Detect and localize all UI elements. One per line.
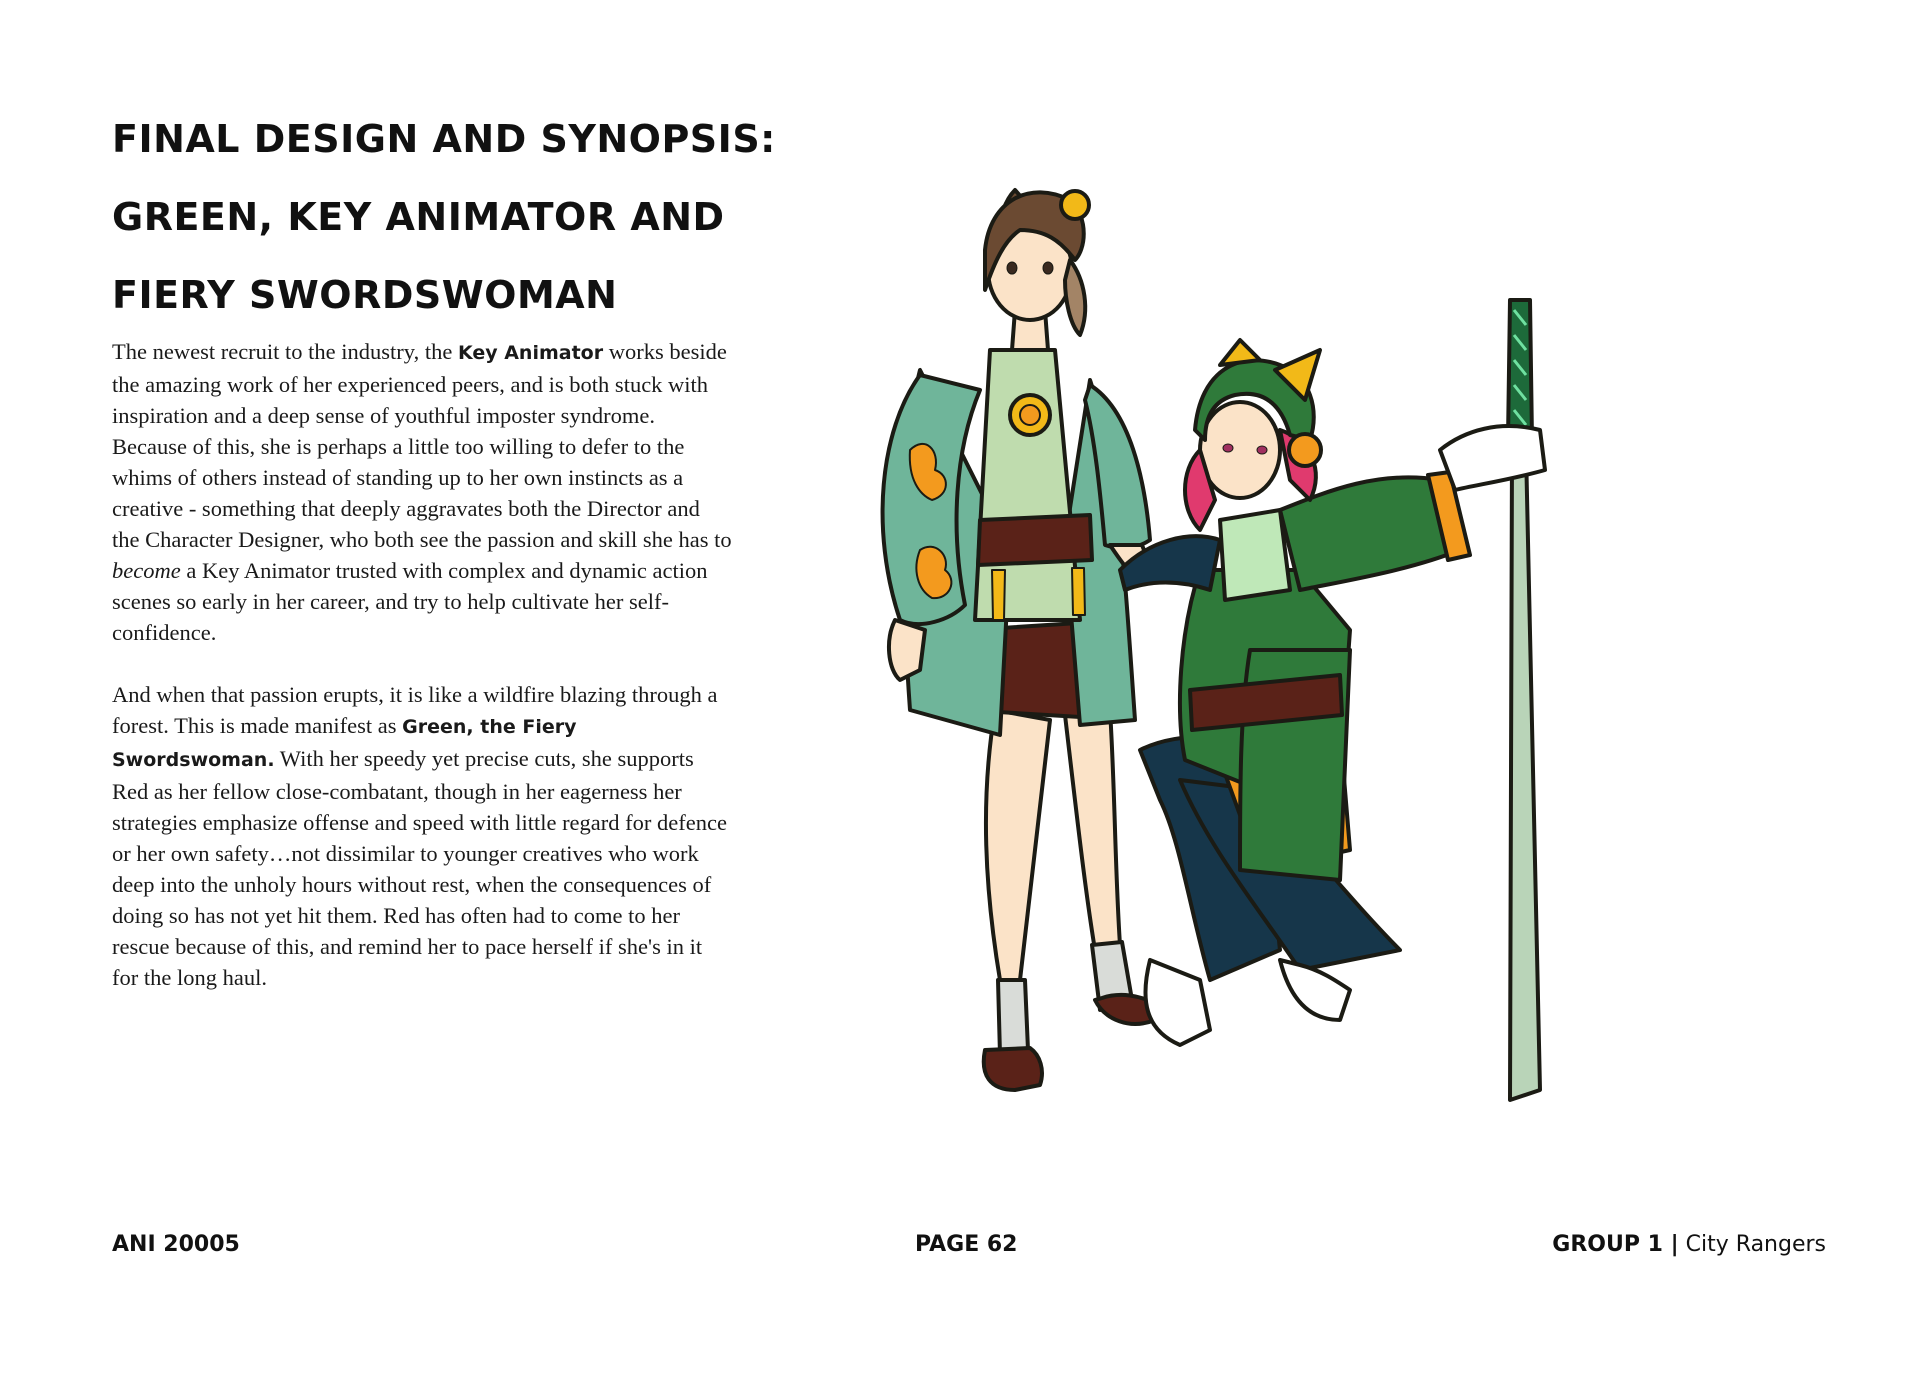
- bold-term-key-animator: Key Animator: [457, 342, 604, 364]
- footer-page-number: PAGE 62: [915, 1232, 1018, 1257]
- text-run: works beside the amazing work of her experienced peers, and is both stuck with inspiration and a deep sense of youthful imposter syndrome. Because of this, she is perhaps a little too willing to defer to the whims of others instead of standing up to her own instincts as a creative - something that deeply aggravates both the Director and the Character Designer, who both see the passion and skill she has to: [112, 339, 732, 552]
- footer-course-code: ANI 20005: [112, 1232, 240, 1257]
- title-line-2: GREEN, KEY ANIMATOR AND: [112, 195, 725, 239]
- green-swordswoman-figure: [1120, 300, 1545, 1100]
- text-run: With her speedy yet precise cuts, she supports Red as her fellow close-combatant, though in her eagerness her strategies emphasize offense and speed with little regard for defence or her own safety…not dissimilar to younger creatives who work deep into the unholy hours without rest, when the consequences of doing so has not yet hit them. Red has often had to come to her rescue because of this, and remind her to pace herself if she's in it for the long haul.: [112, 746, 727, 990]
- italic-term: become: [112, 558, 181, 583]
- text-run: And when that passion erupts, it is like a wildfire blazing through a forest. This is made manifest as: [112, 682, 718, 738]
- key-animator-figure: [883, 190, 1158, 1090]
- paragraph-key-animator: [112, 336, 732, 648]
- footer-group: [1552, 1232, 1826, 1257]
- title-line-1: FINAL DESIGN AND SYNOPSIS:: [112, 117, 776, 161]
- title-line-3: FIERY SWORDSWOMAN: [112, 273, 618, 317]
- text-run: a Key Animator trusted with complex and dynamic action scenes so early in her career, and try to help cultivate her self-confidence.: [112, 558, 708, 645]
- footer-group-label: GROUP 1 |: [1552, 1232, 1679, 1257]
- bold-term-green-swordswoman: Green, the Fiery Swordswoman.: [112, 716, 577, 771]
- synopsis-text: [112, 336, 732, 1024]
- character-illustration: [880, 150, 1820, 1210]
- text-run: The newest recruit to the industry, the: [112, 339, 458, 364]
- footer-group-name: City Rangers: [1678, 1232, 1826, 1257]
- paragraph-fiery-swordswoman: [112, 679, 732, 993]
- page-title: [112, 100, 776, 334]
